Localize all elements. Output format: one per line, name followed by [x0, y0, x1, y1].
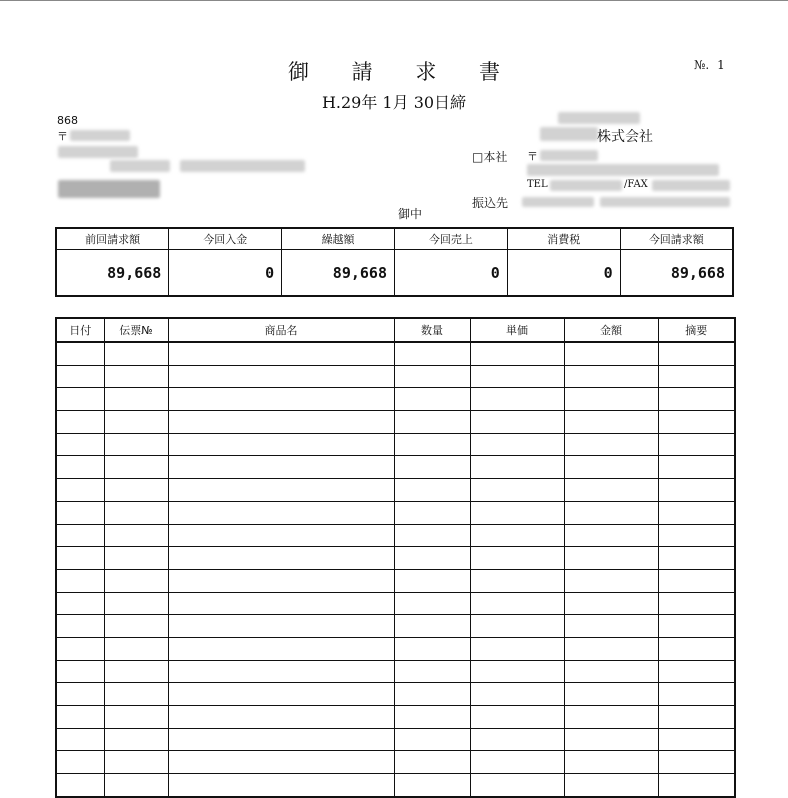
table-cell	[56, 660, 104, 683]
table-cell	[56, 592, 104, 615]
table-cell	[56, 479, 104, 502]
table-row	[56, 683, 735, 706]
table-cell	[658, 456, 735, 479]
table-cell	[104, 751, 168, 774]
table-cell	[56, 411, 104, 434]
items-header-product: 商品名	[168, 318, 394, 342]
table-cell	[564, 479, 658, 502]
table-cell	[470, 728, 564, 751]
summary-table	[55, 227, 734, 297]
issuer-fax-label: /FAX	[624, 179, 648, 190]
table-cell	[470, 388, 564, 411]
table-cell	[564, 774, 658, 797]
table-cell	[658, 660, 735, 683]
table-cell	[56, 365, 104, 388]
items-header-remarks: 摘要	[658, 318, 735, 342]
table-cell	[394, 660, 470, 683]
table-row	[56, 774, 735, 797]
table-cell	[470, 524, 564, 547]
summary-value-carryover: 89,668	[282, 250, 395, 297]
table-row	[56, 637, 735, 660]
closing-date: H.29年 1月 30日締	[321, 93, 467, 112]
redacted-issuer-tel	[550, 180, 622, 191]
table-cell	[658, 411, 735, 434]
table-cell	[394, 569, 470, 592]
table-cell	[470, 479, 564, 502]
summary-header-previous-balance: 前回請求額	[56, 228, 169, 250]
table-cell	[56, 569, 104, 592]
table-cell	[394, 388, 470, 411]
redacted-issuer-postal	[540, 150, 598, 161]
items-header-slip-no: 伝票№	[104, 318, 168, 342]
table-cell	[168, 547, 394, 570]
table-row	[56, 501, 735, 524]
table-cell	[564, 637, 658, 660]
table-cell	[394, 774, 470, 797]
table-cell	[564, 751, 658, 774]
table-cell	[658, 637, 735, 660]
table-cell	[56, 547, 104, 570]
table-cell	[470, 501, 564, 524]
table-cell	[168, 751, 394, 774]
table-cell	[658, 615, 735, 638]
table-row	[56, 433, 735, 456]
table-cell	[104, 342, 168, 365]
table-cell	[56, 501, 104, 524]
table-cell	[56, 433, 104, 456]
table-cell	[394, 342, 470, 365]
table-cell	[168, 411, 394, 434]
table-cell	[658, 433, 735, 456]
page-top-border	[0, 0, 788, 1]
items-header-amount: 金額	[564, 318, 658, 342]
items-header-unit-price: 単価	[470, 318, 564, 342]
summary-value-sales: 0	[394, 250, 507, 297]
table-cell	[104, 479, 168, 502]
table-cell	[470, 615, 564, 638]
table-cell	[470, 569, 564, 592]
table-cell	[168, 774, 394, 797]
table-cell	[104, 774, 168, 797]
redacted-recipient-postal	[70, 130, 130, 141]
table-cell	[470, 774, 564, 797]
issuer-company-suffix: 株式会社	[597, 129, 653, 145]
table-cell	[56, 774, 104, 797]
table-cell	[394, 728, 470, 751]
table-cell	[104, 411, 168, 434]
table-cell	[564, 501, 658, 524]
table-cell	[104, 706, 168, 729]
bank-label: 振込先	[472, 196, 509, 210]
items-body	[56, 342, 735, 797]
table-cell	[56, 342, 104, 365]
summary-header-current-billing: 今回請求額	[620, 228, 733, 250]
table-cell	[564, 547, 658, 570]
table-cell	[168, 728, 394, 751]
table-cell	[56, 751, 104, 774]
document-title: 御 請 求 書	[287, 60, 519, 84]
summary-header-row	[56, 228, 733, 250]
table-cell	[168, 365, 394, 388]
table-cell	[658, 751, 735, 774]
redacted-recipient-address-1	[58, 146, 138, 158]
table-cell	[564, 615, 658, 638]
table-cell	[470, 456, 564, 479]
summary-value-tax: 0	[507, 250, 620, 297]
table-cell	[564, 592, 658, 615]
table-cell	[564, 569, 658, 592]
redacted-issuer-address	[527, 164, 719, 176]
table-cell	[104, 501, 168, 524]
table-cell	[470, 433, 564, 456]
table-cell	[658, 524, 735, 547]
table-cell	[564, 524, 658, 547]
table-cell	[104, 615, 168, 638]
summary-header-carryover: 繰越額	[282, 228, 395, 250]
table-cell	[470, 637, 564, 660]
table-cell	[168, 683, 394, 706]
table-cell	[658, 569, 735, 592]
table-row	[56, 751, 735, 774]
table-cell	[56, 637, 104, 660]
table-cell	[564, 411, 658, 434]
table-cell	[168, 433, 394, 456]
table-cell	[168, 637, 394, 660]
summary-header-tax: 消費税	[507, 228, 620, 250]
redacted-recipient-address-3	[180, 160, 305, 172]
table-cell	[470, 592, 564, 615]
table-cell	[394, 592, 470, 615]
redacted-issuer-logo	[558, 112, 640, 124]
table-cell	[104, 388, 168, 411]
table-cell	[658, 683, 735, 706]
table-row	[56, 456, 735, 479]
table-row	[56, 479, 735, 502]
redacted-recipient-name	[58, 180, 160, 198]
table-cell	[658, 728, 735, 751]
table-cell	[564, 706, 658, 729]
table-cell	[564, 388, 658, 411]
table-row	[56, 411, 735, 434]
recipient-postal-mark: 〒	[57, 130, 68, 143]
table-cell	[658, 365, 735, 388]
table-cell	[394, 524, 470, 547]
table-cell	[658, 706, 735, 729]
items-table	[55, 317, 736, 798]
table-cell	[470, 751, 564, 774]
table-cell	[168, 479, 394, 502]
summary-value-current-billing: 89,668	[620, 250, 733, 297]
table-row	[56, 569, 735, 592]
recipient-code: 868	[57, 114, 78, 127]
items-header-quantity: 数量	[394, 318, 470, 342]
issuer-postal-mark: 〒	[527, 150, 538, 163]
table-cell	[56, 706, 104, 729]
table-cell	[394, 365, 470, 388]
table-cell	[104, 683, 168, 706]
table-cell	[658, 501, 735, 524]
table-cell	[168, 501, 394, 524]
table-cell	[658, 388, 735, 411]
summary-value-row	[56, 250, 733, 297]
table-cell	[470, 547, 564, 570]
table-cell	[56, 615, 104, 638]
document-number-label: №.	[694, 58, 710, 72]
table-cell	[104, 592, 168, 615]
table-row	[56, 592, 735, 615]
table-row	[56, 342, 735, 365]
table-cell	[104, 569, 168, 592]
table-cell	[168, 592, 394, 615]
table-row	[56, 728, 735, 751]
table-cell	[104, 365, 168, 388]
table-row	[56, 365, 735, 388]
redacted-bank-name	[522, 197, 594, 207]
summary-header-sales: 今回売上	[394, 228, 507, 250]
summary-header-payment: 今回入金	[169, 228, 282, 250]
table-cell	[564, 365, 658, 388]
table-cell	[168, 524, 394, 547]
table-cell	[104, 637, 168, 660]
table-cell	[394, 456, 470, 479]
table-cell	[394, 751, 470, 774]
table-cell	[168, 388, 394, 411]
table-cell	[56, 456, 104, 479]
table-cell	[564, 660, 658, 683]
table-cell	[658, 342, 735, 365]
table-cell	[394, 706, 470, 729]
table-cell	[394, 637, 470, 660]
summary-value-payment: 0	[169, 250, 282, 297]
table-cell	[168, 706, 394, 729]
table-row	[56, 706, 735, 729]
table-cell	[564, 342, 658, 365]
table-cell	[104, 728, 168, 751]
table-cell	[470, 342, 564, 365]
table-cell	[658, 774, 735, 797]
table-cell	[470, 683, 564, 706]
table-cell	[56, 388, 104, 411]
summary-value-previous-balance: 89,668	[56, 250, 169, 297]
table-cell	[104, 524, 168, 547]
table-row	[56, 388, 735, 411]
head-office-label: □本社	[472, 150, 508, 164]
items-header-date: 日付	[56, 318, 104, 342]
table-cell	[168, 569, 394, 592]
table-cell	[470, 706, 564, 729]
table-cell	[56, 683, 104, 706]
table-row	[56, 524, 735, 547]
table-row	[56, 615, 735, 638]
table-cell	[104, 660, 168, 683]
recipient-honorific: 御中	[398, 207, 423, 221]
table-cell	[168, 660, 394, 683]
table-cell	[564, 728, 658, 751]
table-cell	[56, 524, 104, 547]
table-cell	[394, 547, 470, 570]
table-cell	[470, 411, 564, 434]
table-cell	[394, 501, 470, 524]
table-cell	[168, 615, 394, 638]
document-number	[694, 58, 725, 72]
table-cell	[394, 411, 470, 434]
table-cell	[168, 342, 394, 365]
redacted-bank-account	[600, 197, 730, 207]
items-header-row	[56, 318, 735, 342]
table-cell	[658, 479, 735, 502]
table-cell	[168, 456, 394, 479]
table-cell	[658, 592, 735, 615]
redacted-recipient-address-2	[110, 160, 170, 172]
table-cell	[394, 479, 470, 502]
table-cell	[470, 660, 564, 683]
redacted-issuer-fax	[652, 180, 730, 191]
table-cell	[564, 456, 658, 479]
table-cell	[56, 728, 104, 751]
table-cell	[104, 433, 168, 456]
table-cell	[394, 615, 470, 638]
table-cell	[658, 547, 735, 570]
issuer-tel-label: TEL	[527, 179, 548, 190]
table-cell	[104, 456, 168, 479]
table-cell	[564, 433, 658, 456]
document-number-value: 1	[717, 58, 725, 72]
table-cell	[394, 683, 470, 706]
table-cell	[470, 365, 564, 388]
table-row	[56, 660, 735, 683]
table-row	[56, 547, 735, 570]
table-cell	[564, 683, 658, 706]
redacted-issuer-name	[540, 127, 598, 141]
table-cell	[104, 547, 168, 570]
table-cell	[394, 433, 470, 456]
